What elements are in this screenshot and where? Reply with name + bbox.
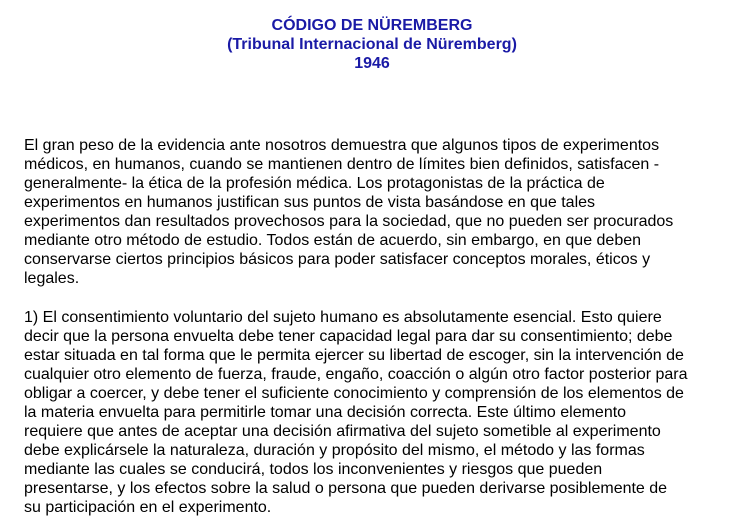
intro-line: experimentos dan resultados provechosos para la sociedad, que no pueden ser procurados: [24, 213, 674, 230]
intro-line: experimentos en humanos justifican sus puntos de vista basándose en que tales: [24, 194, 596, 211]
intro-line: legales.: [24, 270, 80, 287]
intro-line: mediante otro método de estudio. Todos están de acuerdo, sin embargo, en que deben: [24, 232, 642, 249]
document-title: CÓDIGO DE NÜREMBERG: [271, 17, 473, 34]
principle-1-line: debe explicársele la naturaleza, duración y propósito del mismo, el método y las formas: [24, 442, 645, 459]
principle-1-line: la materia envuelta para permitirle tomar una decisión correcta. Este último elemento: [24, 404, 627, 421]
intro-line: generalmente- la ética de la profesión médica. Los protagonistas de la práctica de: [24, 175, 605, 192]
principle-1-line: presentarse, y los efectos sobre la salud o persona que pueden derivarse posiblemente de: [24, 480, 668, 497]
principle-1-line: su participación en el experimento.: [24, 499, 272, 516]
principle-1-line: estar situada en tal forma que le permita ejercer su libertad de escoger, sin la intervención de: [24, 347, 684, 364]
principle-1-line: 1) El consentimiento voluntario del sujeto humano es absolutamente esencial. Esto quiere: [24, 309, 662, 326]
principle-1-line: decir que la persona envuelta debe tener capacidad legal para dar su consentimiento; debe: [24, 328, 673, 345]
document-header: [0, 16, 744, 73]
principle-1-line: mediante las cuales se conducirá, todos los inconvenientes y riesgos que pueden: [24, 461, 603, 478]
principle-1-line: requiere que antes de aceptar una decisión afirmativa del sujeto sometible al experimento: [24, 423, 661, 440]
document-subtitle: (Tribunal Internacional de Nüremberg): [227, 36, 517, 53]
principle-1-line: obligar a coercer, y debe tener el suficiente conocimiento y comprensión de los elementos de: [24, 385, 684, 402]
intro-line: conservarse ciertos principios básicos para poder satisfacer conceptos morales, éticos y: [24, 251, 651, 268]
intro-line: médicos, en humanos, cuando se mantienen dentro de límites bien definidos, satisfacen -: [24, 156, 660, 173]
principle-1-line: cualquier otro elemento de fuerza, fraude, engaño, coacción o algún otro factor posterior para: [24, 366, 688, 383]
principle-1-paragraph: [24, 308, 724, 517]
document-year: 1946: [354, 55, 390, 72]
intro-line: El gran peso de la evidencia ante nosotros demuestra que algunos tipos de experimentos: [24, 137, 660, 154]
intro-paragraph: [24, 136, 724, 288]
